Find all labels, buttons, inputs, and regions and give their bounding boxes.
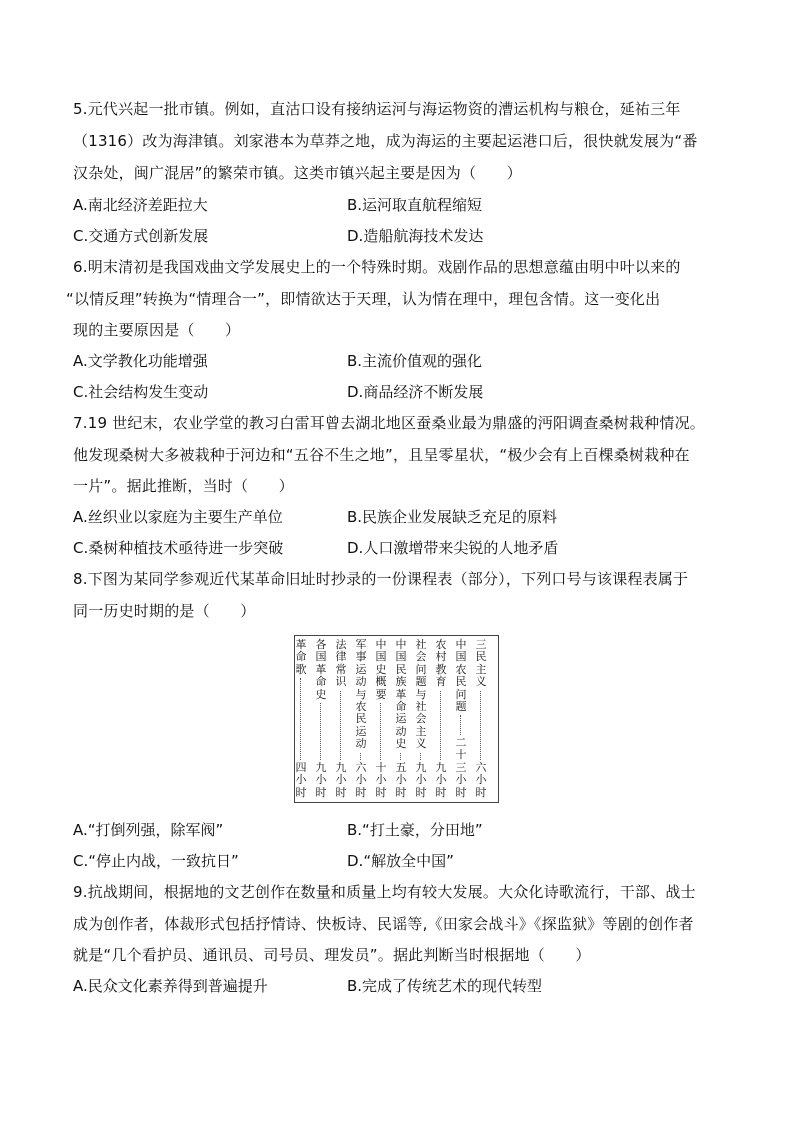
q7-option-c[interactable]: C.桑树种植技术亟待进一步突破 (73, 539, 284, 557)
schedule-course-name: 革 命 歌 (295, 638, 307, 676)
schedule-hours: 六 小 时 (355, 760, 367, 799)
schedule-column (352, 639, 370, 799)
q6-line-1: 6.明末清初是我国戏曲文学发展史上的一个特殊时期。戏剧作品的思想意蕴由明中叶以来的 (73, 258, 681, 276)
q5-line-3: 汉杂处，闽广混居”的繁荣市镇。这类市镇兴起主要是因为（ ） (73, 164, 522, 182)
schedule-column (332, 639, 350, 799)
schedule-hours: 四 小 时 (295, 760, 307, 799)
schedule-column (432, 639, 450, 799)
q6-option-d[interactable]: D.商品经济不断发展 (347, 383, 484, 401)
schedule-leader-dots (480, 691, 482, 760)
schedule-leader-dots (340, 691, 342, 760)
schedule-hours: 九 小 时 (335, 760, 347, 799)
q7-line-3: 一片”。据此推断，当时（ ） (73, 477, 294, 495)
q7-option-d[interactable]: D.人口激增带来尖锐的人地矛盾 (347, 539, 559, 557)
q9-line-1: 9.抗战期间，根据地的文艺创作在数量和质量上均有较大发展。大众化诗歌流行，干部、战士 (73, 883, 696, 901)
q7-line-1: 7.19 世纪末，农业学堂的教习白雷耳曾去湖北地区蚕桑业最为鼎盛的沔阳调查桑树栽种情况。 (73, 414, 705, 432)
schedule-course-name: 中 国 民 族 革 命 运 动 史 (395, 638, 407, 751)
schedule-column (472, 639, 490, 799)
schedule-course-name: 中 国 农 民 问 题 (455, 638, 467, 714)
q5-option-a[interactable]: A.南北经济差距拉大 (73, 196, 208, 214)
q7-option-a[interactable]: A.丝织业以家庭为主要生产单位 (73, 508, 283, 526)
schedule-course-name: 军 事 运 动 与 农 民 运 动 (355, 638, 367, 751)
schedule-course-name: 三 民 主 义 (475, 638, 487, 689)
schedule-leader-dots (360, 753, 362, 760)
schedule-leader-dots (440, 691, 442, 760)
q8-option-b[interactable]: B.“打土豪，分田地” (347, 821, 483, 839)
schedule-course-name: 农 村 教 育 (435, 638, 447, 689)
q5-line-1: 5.元代兴起一批市镇。例如，直沽口设有接纳运河与海运物资的漕运机构与粮仓，延祐三年 (73, 100, 681, 118)
schedule-course-name: 中 国 史 概 要 (375, 638, 387, 701)
q8-line-2: 同一历史时期的是（ ） (73, 602, 256, 620)
q9-line-3: 就是“几个看护员、通讯员、司号员、理发员”。据此判断当时根据地（ ） (73, 946, 591, 964)
course-schedule-table (294, 635, 499, 803)
schedule-course-name: 各 国 革 命 史 (315, 638, 327, 701)
schedule-leader-dots (400, 753, 402, 760)
schedule-leader-dots (320, 703, 322, 760)
q8-option-c[interactable]: C.“停止内战，一致抗日” (73, 852, 239, 870)
schedule-column (372, 639, 390, 799)
schedule-hours: 六 小 时 (475, 760, 487, 799)
q6-line-2: “以情反理”转换为“情理合一”，即情欲达于天理，认为情在理中，理包含情。这一变化出 (66, 290, 661, 308)
q6-option-c[interactable]: C.社会结构发生变动 (73, 383, 209, 401)
schedule-column (412, 639, 430, 799)
q6-option-a[interactable]: A.文学教化功能增强 (73, 352, 208, 370)
schedule-hours: 九 小 时 (315, 760, 327, 799)
q9-option-b[interactable]: B.完成了传统艺术的现代转型 (347, 977, 543, 995)
q5-option-b[interactable]: B.运河取直航程缩短 (347, 196, 483, 214)
schedule-hours: 二 十 三 小 时 (455, 735, 467, 799)
schedule-hours: 九 小 时 (435, 760, 447, 799)
q5-option-c[interactable]: C.交通方式创新发展 (73, 227, 209, 245)
q5-option-d[interactable]: D.造船航海技术发达 (347, 227, 484, 245)
schedule-leader-dots (420, 753, 422, 760)
q8-option-d[interactable]: D.“解放全中国” (347, 852, 454, 870)
q9-option-a[interactable]: A.民众文化素养得到普遍提升 (73, 977, 268, 995)
schedule-leader-dots (380, 703, 382, 760)
q7-line-2: 他发现桑树大多被栽种于河边和“五谷不生之地”，且呈零星状，“极少会有上百棵桑树栽种在 (73, 446, 690, 464)
schedule-column (392, 639, 410, 799)
schedule-leader-dots (460, 715, 462, 735)
schedule-column (452, 639, 470, 799)
q6-option-b[interactable]: B.主流价值观的强化 (347, 352, 483, 370)
schedule-hours: 九 小 时 (415, 760, 427, 799)
q6-line-3: 现的主要原因是（ ） (73, 321, 241, 339)
schedule-leader-dots (300, 678, 302, 760)
schedule-course-name: 社 会 问 题 与 社 会 主 义 (415, 638, 427, 751)
q8-option-a[interactable]: A.“打倒列强，除军阀” (73, 821, 224, 839)
schedule-hours: 五 小 时 (395, 760, 407, 799)
schedule-column (312, 639, 330, 799)
schedule-column (292, 639, 310, 799)
q8-line-1: 8.下图为某同学参观近代某革命旧址时抄录的一份课程表（部分），下列口号与该课程表属于 (73, 570, 689, 588)
q7-option-b[interactable]: B.民族企业发展缺乏充足的原料 (347, 508, 558, 526)
q9-line-2: 成为创作者，体裁形式包括抒情诗、快板诗、民谣等,《田家会战斗》《探监狱》等剧的创作者 (73, 915, 694, 933)
schedule-hours: 十 小 时 (375, 760, 387, 799)
q5-line-2: （1316）改为海津镇。刘家港本为草莽之地，成为海运的主要起运港口后，很快就发展为“番 (73, 132, 698, 150)
schedule-course-name: 法 律 常 识 (335, 638, 347, 689)
